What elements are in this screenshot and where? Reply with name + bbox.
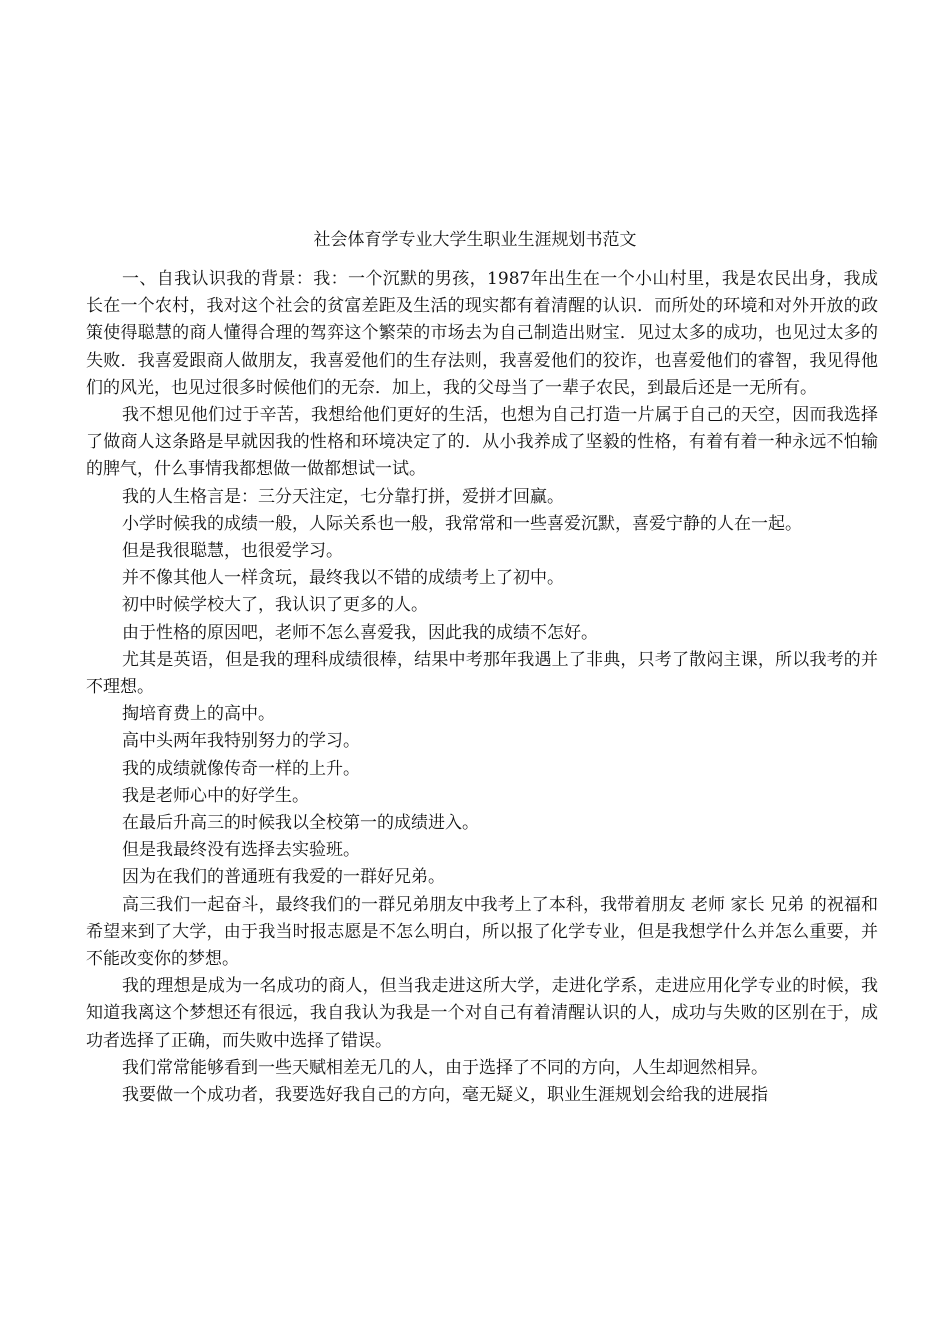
paragraph: 一、自我认识我的背景：我：一个沉默的男孩，1987年出生在一个小山村里，我是农民出身，我成长在一个农村，我对这个社会的贫富差距及生活的现实都有着清醒的认识．而所处的环境和对外开放的政策使得聪慧的商人懂得合理的驾弈这个繁荣的市场去为自己制造出财宝．见过太多的成功，也见过太多的失败．我喜爱跟商人做朋友，我喜爱他们的生存法则，我喜爱他们的狡诈，也喜爱他们的睿智，我见得他们的风光，也见过很多时候他们的无奈．加上，我的父母当了一辈子农民，到最后还是一无所有。 — [86, 269, 878, 398]
paragraph: 我的理想是成为一名成功的商人，但当我走进这所大学，走进化学系，走进应用化学专业的时候，我知道我离这个梦想还有很远，我自我认为我是一个对自己有着清醒认识的人，成功与失败的区别在于，成功者选择了正确，而失败中选择了错误。 — [86, 976, 878, 1051]
paragraph: 高中头两年我特别努力的学习。 — [122, 731, 360, 752]
paragraph: 由于性格的原因吧，老师不怎么喜爱我，因此我的成绩不怎好。 — [122, 622, 598, 643]
paragraph: 我是老师心中的好学生。 — [122, 785, 309, 806]
paragraph: 小学时候我的成绩一般，人际关系也一般，我常常和一些喜爱沉默，喜爱宁静的人在一起。 — [122, 513, 802, 534]
paragraph: 在最后升高三的时候我以全校第一的成绩进入。 — [122, 813, 479, 834]
paragraph: 我的成绩就像传奇一样的上升。 — [122, 758, 360, 779]
paragraph: 掏培育费上的高中。 — [122, 704, 275, 725]
paragraph: 高三我们一起奋斗，最终我们的一群兄弟朋友中我考上了本科，我带着朋友 老师 家长 兄弟 的祝福和希望来到了大学，由于我当时报志愿是不怎么明白，所以报了化学专业，但是我想学什么并怎么重要，并不能改变你的梦想。 — [86, 894, 878, 970]
paragraph: 我们常常能够看到一些天赋相差无几的人，由于选择了不同的方向，人生却迥然相异。 — [122, 1057, 768, 1078]
paragraph: 初中时候学校大了，我认识了更多的人。 — [122, 595, 428, 616]
paragraph: 并不像其他人一样贪玩，最终我以不错的成绩考上了初中。 — [122, 568, 564, 589]
paragraph: 因为在我们的普通班有我爱的一群好兄弟。 — [122, 867, 445, 888]
document-body — [86, 266, 878, 1109]
paragraph: 我不想见他们过于辛苦，我想给他们更好的生活，也想为自己打造一片属于自己的天空，因而我选择了做商人这条路是早就因我的性格和环境决定了的．从小我养成了坚毅的性格，有着有着一种永远不怕输的脾气，什么事情我都想做一做都想试一试。 — [86, 405, 878, 480]
paragraph: 尤其是英语，但是我的理科成绩很棒，结果中考那年我遇上了非典，只考了散闷主课，所以我考的并不理想。 — [86, 649, 878, 698]
paragraph: 我的人生格言是：三分天注定，七分靠打拼，爱拼才回赢。 — [122, 486, 564, 507]
paragraph: 但是我最终没有选择去实验班。 — [122, 840, 360, 861]
document-title: 社会体育学专业大学生职业生涯规划书范文 — [313, 230, 637, 250]
paragraph: 我要做一个成功者，我要选好我自己的方向，毫无疑义，职业生涯规划会给我的进展指 — [122, 1085, 768, 1106]
paragraph: 但是我很聪慧，也很爱学习。 — [122, 541, 343, 562]
